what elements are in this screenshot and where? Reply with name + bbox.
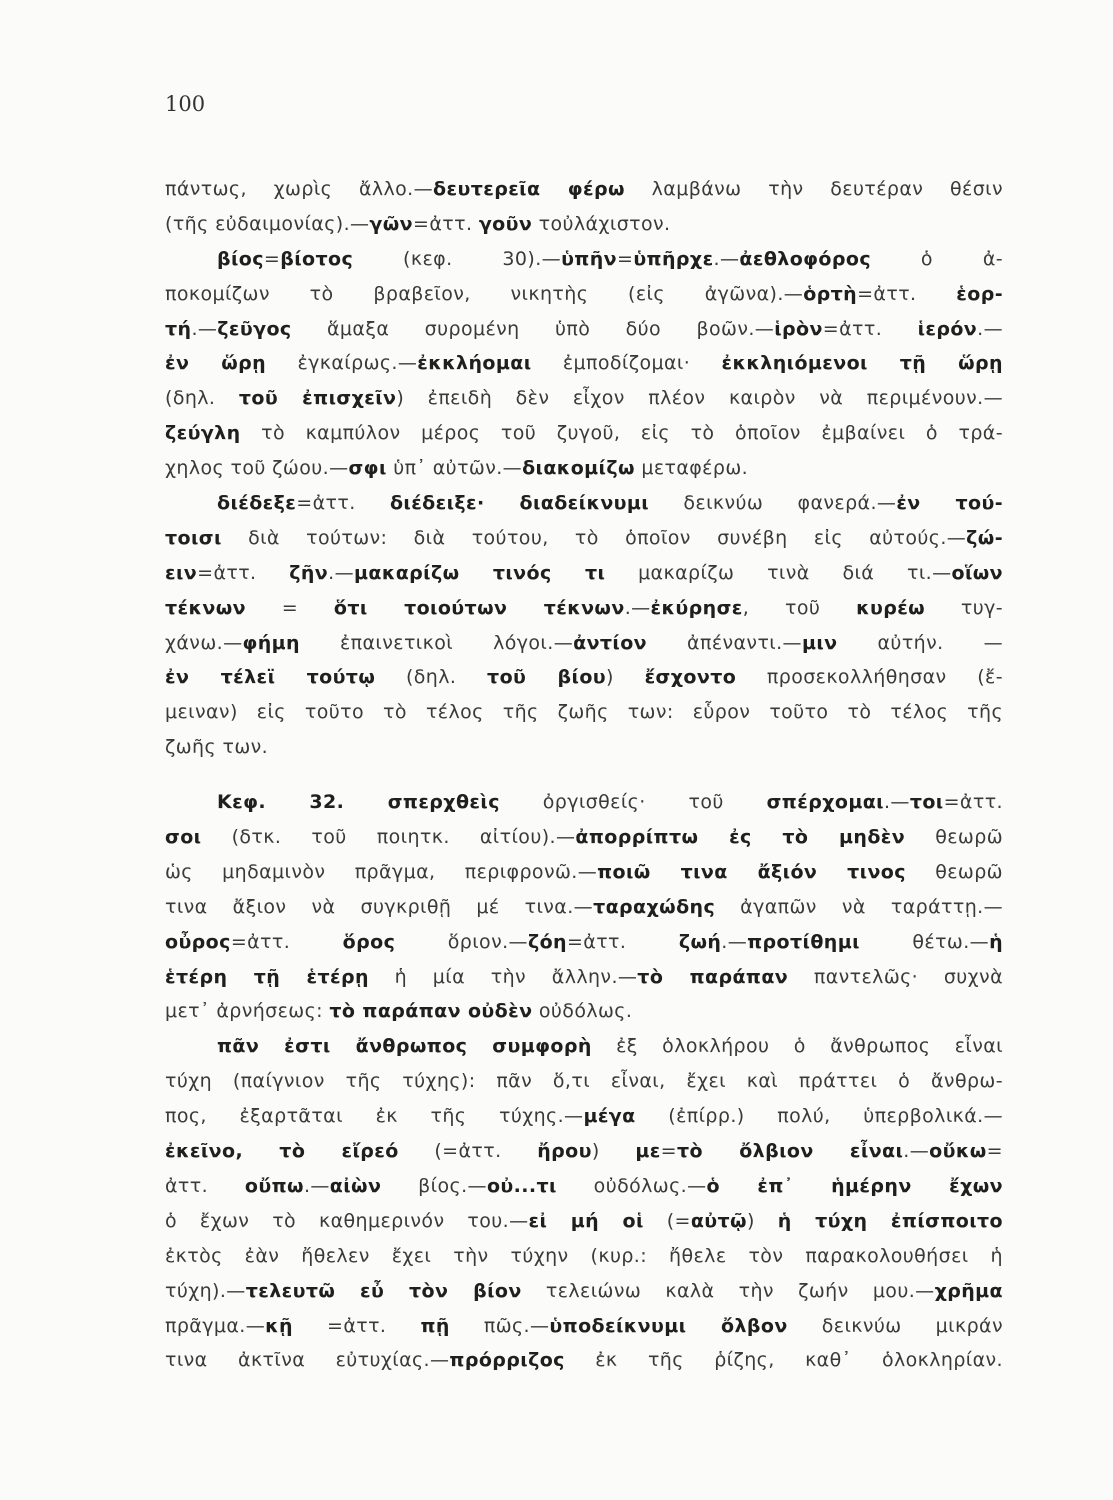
bold-term: οὔπω: [244, 1174, 304, 1197]
gloss-text: ἀγαπῶν νὰ ταράττῃ.—: [715, 895, 1003, 918]
gloss-text: ἐκτὸς ἐὰν ἤθελεν ἔχει τὴν τύχην (κυρ.: ἤθελε τὸν παρακολουθήσει ἡ: [165, 1244, 1003, 1267]
bold-term: ταραχώδης: [593, 895, 716, 918]
bold-term: τὸ ὄλβιον εἶναι: [677, 1140, 904, 1163]
bold-term: ἐκύρησε: [650, 596, 743, 619]
text-line: [165, 855, 1003, 890]
bold-term: μακαρίζω τινός τι: [354, 561, 606, 584]
gloss-text: ἐμποδίζομαι·: [531, 352, 722, 375]
bold-term: ὁρτὴ: [803, 282, 858, 305]
bold-term: τοῦ βίου: [487, 666, 607, 689]
bold-term: σπέρχομαι: [766, 791, 884, 814]
gloss-text: =ἀττ.: [822, 317, 918, 340]
bold-term: εἰ μή οἱ: [528, 1209, 644, 1232]
text-line: [165, 1204, 1003, 1239]
gloss-text: μεταφέρω.: [634, 457, 749, 480]
text-line: [165, 556, 1003, 591]
bold-term: τοῦ ἐπισχεῖν: [238, 387, 397, 410]
gloss-text: θεωρῶ: [905, 826, 1004, 849]
gloss-text: πρᾶγμα.—: [165, 1314, 266, 1337]
bold-term: ζεῦγος: [217, 317, 292, 340]
bold-term: πᾶν ἐστι ἄνθρωπος συμφορὴ: [217, 1035, 592, 1058]
text-line: [165, 346, 1003, 381]
bold-term: ἐκκληιόμενοι τῇ ὥρῃ: [721, 352, 1003, 375]
text-line: [165, 172, 1003, 207]
gloss-text: δεικνύω φανερά.—: [649, 492, 897, 515]
gloss-text: τύχη (παίγνιον τῆς τύχης): πᾶν ὅ,τι εἶναι, ἔχει καὶ πράττει ὁ ἄνθρω-: [165, 1070, 1003, 1093]
gloss-text: .—: [721, 930, 748, 953]
bold-term: ὑποδείκνυμι ὄλβον: [549, 1314, 788, 1337]
bold-term: ἐν ὥρῃ: [165, 352, 267, 375]
bold-term: ἔσχοντο: [644, 666, 737, 689]
gloss-text: (τῆς εὐδαιμονίας).—: [165, 212, 370, 235]
gloss-text: =ἀττ.: [857, 282, 957, 305]
text-line: [165, 591, 1003, 626]
text-line: [165, 1169, 1003, 1204]
text-line: [165, 416, 1003, 451]
gloss-text: =ἀττ.: [566, 930, 679, 953]
gloss-text: πος, ἐξαρτᾶται ἐκ τῆς τύχης.—: [165, 1105, 584, 1128]
gloss-text: τύχη).—: [165, 1279, 246, 1302]
gloss-text: μετ᾽ ἀρνήσεως:: [165, 1000, 330, 1023]
gloss-text: (κεφ. 30).—: [353, 247, 562, 270]
gloss-text: μακαρίζω τινὰ διά τι.—: [605, 561, 952, 584]
gloss-text: παντελῶς· συχνὰ: [788, 965, 1003, 988]
gloss-text: ἅμαξα συρομένη ὑπὸ δύο βοῶν.—: [291, 317, 775, 340]
bold-term: οἵων: [951, 561, 1003, 584]
text-line: [165, 785, 1003, 820]
text-line: [165, 451, 1003, 486]
gloss-text: ): [591, 1140, 636, 1163]
text-line: [165, 626, 1003, 661]
bold-term: ποιῶ τινα ἄξιόν τινος: [597, 860, 906, 883]
gloss-text: προσεκολλήθησαν (ἔ-: [736, 666, 1003, 689]
gloss-text: πῶς.—: [449, 1314, 550, 1337]
gloss-text: .—: [903, 1140, 930, 1163]
bold-term: οὖρος: [165, 930, 231, 953]
gloss-text: .—: [713, 247, 740, 270]
gloss-text: τινα ἀκτῖνα εὐτυχίας.—: [165, 1349, 450, 1372]
gloss-text: δεικνύω μικράν: [787, 1314, 1003, 1337]
bold-term: ἐκεῖνο, τὸ εἴρεό: [165, 1140, 399, 1163]
gloss-text: ἐπαινετικοὶ λόγοι.—: [299, 631, 574, 654]
text-line: [165, 277, 1003, 312]
bold-term: διέδεξε: [217, 492, 297, 515]
gloss-text: =ἀττ.: [230, 930, 343, 953]
text-line: [165, 820, 1003, 855]
gloss-text: διὰ τούτων: διὰ τούτου, τὸ ὁποῖον συνέβη εἰς αὐτούς.—: [221, 526, 967, 549]
gloss-text: τινα ἄξιον νὰ συγκριθῇ μέ τινα.—: [165, 895, 594, 918]
gloss-text: =: [263, 247, 281, 270]
bold-term: ἱερόν: [917, 317, 978, 340]
gloss-text: θέτω.—: [859, 930, 990, 953]
text-line: [165, 1099, 1003, 1134]
gloss-text: (ἐπίρρ.) πολύ, ὑπερβολικά.—: [635, 1105, 1004, 1128]
gloss-text: .—: [191, 317, 218, 340]
text-line: [165, 960, 1003, 995]
text-line: [165, 521, 1003, 556]
page-number: 100: [165, 92, 206, 116]
text-line: [165, 1274, 1003, 1309]
bold-term: ἀεθλοφόρος: [739, 247, 871, 270]
bold-term: ὅτι τοιούτων τέκνων: [333, 596, 625, 619]
bold-term: ὑπῆρχε: [633, 247, 714, 270]
text-line: [165, 925, 1003, 960]
bold-term: ειν: [165, 561, 198, 584]
text-line: [165, 1239, 1003, 1274]
bold-term: πρόρριζος: [449, 1349, 565, 1372]
bold-term: ἤρου: [537, 1140, 592, 1163]
gloss-text: ὅριον.—: [395, 930, 528, 953]
text-line: [165, 312, 1003, 347]
gloss-text: βίος.—: [381, 1174, 487, 1197]
gloss-text: χηλος τοῦ ζώου.—: [165, 457, 349, 480]
gloss-text: ): [606, 666, 645, 689]
gloss-text: =ἀττ.: [197, 561, 290, 584]
bold-term: με: [635, 1140, 661, 1163]
bold-term: οὐ...τι: [486, 1174, 557, 1197]
text-line: [165, 730, 1003, 765]
gloss-text: .—: [303, 1174, 330, 1197]
bold-term: φήμη: [242, 631, 300, 654]
gloss-text: μειναν) εἰς τοῦτο τὸ τέλος τῆς ζωῆς των: εὗρον τοῦτο τὸ τέλος τῆς: [165, 701, 1003, 724]
gloss-text: =: [246, 596, 334, 619]
bold-term: ἀντίον: [573, 631, 648, 654]
text-line: [165, 1134, 1003, 1169]
commentary-text: [165, 172, 1003, 1378]
bold-term: μιν: [801, 631, 838, 654]
bold-term: ἐν τού-: [896, 492, 1003, 515]
bold-term: δευτερεῖα φέρω: [433, 178, 625, 200]
bold-term: ζόη: [527, 930, 567, 953]
gloss-text: θεωρῶ: [905, 860, 1003, 883]
bold-term: ἱρὸν: [774, 317, 823, 340]
bold-term: ἡ τύχη ἐπίσποιτο: [777, 1209, 1003, 1232]
gloss-text: (δηλ.: [375, 666, 488, 689]
bold-term: ἀπορρίπτω ἐς τὸ μηδὲν: [575, 826, 906, 849]
gloss-text: ποκομίζων τὸ βραβεῖον, νικητὴς (εἰς ἀγῶνα).—: [165, 282, 804, 305]
gloss-text: πάντως, χωρὶς ἄλλο.—: [165, 178, 434, 200]
bold-term: ἐκκλήομαι: [417, 352, 532, 375]
text-line: [165, 660, 1003, 695]
bold-term: ζωή: [678, 930, 722, 953]
bold-term: ὁ ἐπ᾽ ἡμέρην ἔχων: [706, 1174, 1003, 1197]
gloss-text: ἀπέναντι.—: [647, 631, 802, 654]
gloss-text: ἐγκαίρως.—: [266, 352, 418, 375]
text-line: [165, 381, 1003, 416]
gloss-text: =ἀττ.: [943, 791, 1003, 814]
bold-term: πῇ: [420, 1314, 450, 1337]
gloss-text: ): [746, 1209, 778, 1232]
bold-term: διέδειξε· διαδείκνυμι: [389, 492, 650, 515]
text-line: [165, 1309, 1003, 1344]
gloss-text: (δηλ.: [165, 387, 239, 410]
bold-term: ὑπῆν: [561, 247, 617, 270]
gloss-text: ὀργισθείς· τοῦ: [499, 791, 767, 814]
gloss-text: ὁ ἔχων τὸ καθημερινόν του.—: [165, 1209, 529, 1232]
gloss-text: =ἀττ.: [292, 1314, 421, 1337]
bold-term: τέκνων: [165, 596, 246, 619]
gloss-text: τὸ καμπύλον μέρος τοῦ ζυγοῦ, εἰς τὸ ὁποῖον ἐμβαίνει ὁ τρά-: [240, 422, 1003, 445]
gloss-text: οὐδόλως.: [532, 1000, 633, 1023]
bold-term: ζῆν: [289, 561, 329, 584]
bold-term: οὔκω: [929, 1140, 987, 1163]
bold-term: χρῆμα: [934, 1279, 1003, 1302]
bold-term: τοι: [909, 791, 944, 814]
gloss-text: =: [660, 1140, 677, 1163]
gloss-text: =ἀττ.: [296, 492, 390, 515]
gloss-text: (δτκ. τοῦ ποιητκ. αἰτίου).—: [201, 826, 576, 849]
bold-term: ὅρος: [342, 930, 396, 953]
bold-term: γῶν: [369, 212, 414, 235]
gloss-text: ἐξ ὁλοκλήρου ὁ ἄνθρωπος εἶναι: [591, 1035, 1003, 1058]
text-line: [165, 890, 1003, 925]
gloss-text: (=: [643, 1209, 691, 1232]
bold-term: μέγα: [583, 1105, 636, 1128]
text-line: [165, 242, 1003, 277]
bold-term: ἑτέρη τῇ ἑτέρῃ: [165, 965, 369, 988]
gloss-text: =: [986, 1140, 1003, 1163]
gloss-text: , τοῦ: [742, 596, 857, 619]
gloss-text: οὐδόλως.—: [556, 1174, 707, 1197]
bold-term: ἐν τέλεϊ τούτῳ: [165, 666, 376, 689]
gloss-text: .—: [328, 561, 354, 584]
bold-term: Κεφ. 32. σπερχθεὶς: [217, 791, 500, 814]
gloss-text: χάνω.—: [165, 631, 243, 654]
gloss-text: τοὐλάχιστον.: [532, 212, 671, 235]
bold-term: βίος: [217, 247, 264, 270]
gloss-text: =ἀττ.: [413, 212, 479, 235]
bold-term: τή: [165, 317, 192, 340]
gloss-text: λαμβάνω τὴν δευτέραν θέσιν: [624, 178, 1004, 200]
bold-term: γοῦν: [478, 212, 533, 235]
gloss-text: ἐκ τῆς ῥίζης, καθ᾽ ὁλοκληρίαν.: [564, 1349, 1004, 1372]
bold-term: αἰὼν: [329, 1174, 382, 1197]
text-line: [165, 207, 1003, 242]
bold-term: σφι: [348, 457, 387, 480]
bold-term: σοι: [165, 826, 202, 849]
text-line: [165, 1064, 1003, 1099]
gloss-text: .—: [883, 791, 910, 814]
bold-term: ζώ-: [966, 526, 1003, 549]
gloss-text: ζωῆς των.: [165, 736, 269, 759]
gloss-text: ) ἐπειδὴ δὲν εἶχον πλέον καιρὸν νὰ περιμένουν.—: [396, 387, 1003, 410]
gloss-text: τυγ-: [925, 596, 1004, 619]
bold-term: αὐτῷ: [690, 1209, 747, 1232]
gloss-text: ὁ ἀ-: [870, 247, 1003, 270]
bold-term: τοισι: [165, 526, 222, 549]
gloss-text: .—: [977, 317, 1003, 340]
bold-term: τὸ παράπαν οὐδὲν: [329, 1000, 533, 1023]
bold-term: τὸ παράπαν: [637, 965, 789, 988]
bold-term: διακομίζω: [522, 457, 635, 480]
bold-term: ἑορ-: [956, 282, 1003, 305]
bold-term: βίοτος: [280, 247, 354, 270]
gloss-text: =: [617, 247, 634, 270]
gloss-text: ἀττ.: [165, 1174, 245, 1197]
text-line: [165, 994, 1003, 1029]
text-line: [165, 1343, 1003, 1378]
gloss-text: ἡ μία τὴν ἄλλην.—: [368, 965, 638, 988]
gloss-text: (=ἀττ.: [398, 1140, 538, 1163]
text-line: [165, 486, 1003, 521]
bold-term: προτίθημι: [747, 930, 860, 953]
gloss-text: .—: [624, 596, 651, 619]
bold-term: ἡ: [989, 930, 1004, 953]
text-line: [165, 695, 1003, 730]
bold-term: τελευτῶ εὖ τὸν βίον: [245, 1279, 522, 1302]
bold-term: κυρέω: [856, 596, 926, 619]
text-line: [165, 1029, 1003, 1064]
bold-term: ζεύγλη: [165, 422, 241, 445]
gloss-text: τελειώνω καλὰ τὴν ζωήν μου.—: [521, 1279, 935, 1302]
bold-term: κῇ: [265, 1314, 293, 1337]
gloss-text: ὑπ᾽ αὐτῶν.—: [386, 457, 523, 480]
gloss-text: ὡς μηδαμινὸν πρᾶγμα, περιφρονῶ.—: [165, 860, 598, 883]
gloss-text: αὐτήν. —: [837, 631, 1003, 654]
